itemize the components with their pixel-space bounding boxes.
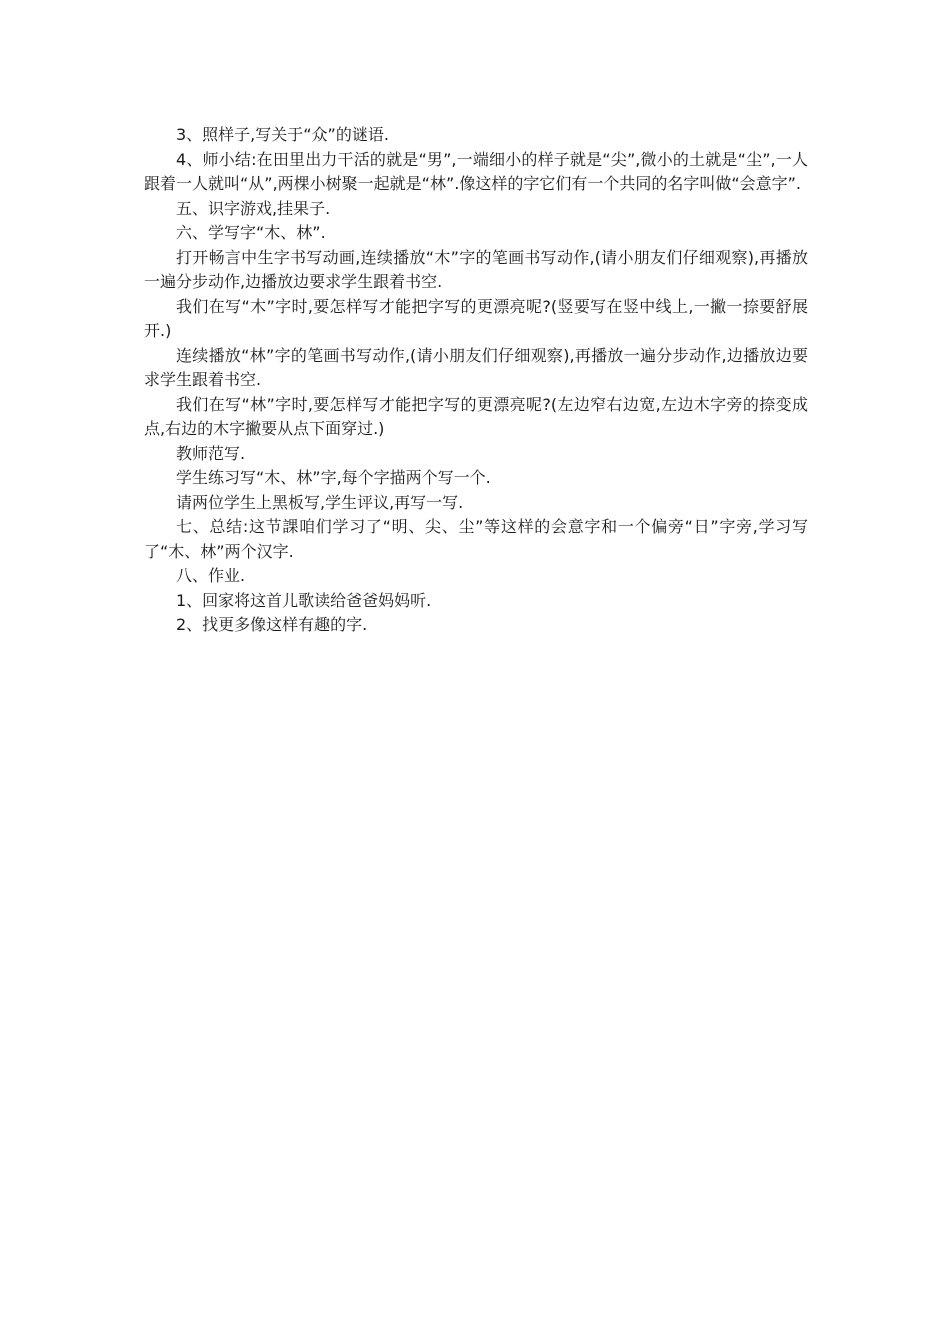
paragraph-homework-1: 1、回家将这首儿歌读给爸爸妈妈听. — [176, 590, 432, 610]
paragraph-student-practice: 学生练习写“木、林”字,每个字描两个写一个. — [176, 468, 491, 487]
paragraph-play-mu-animation: 打开畅言中生字书写动画,连续播放“木”字的笔画书写动作,(请小朋友们仔细观察),再播放一遍分步动作,边播放边要求学生跟着书空. — [144, 247, 808, 291]
paragraph-mu-writing-tips: 我们在写“木”字时,要怎样写才能把字写的更漂亮呢?(竖要写在竖中线上,一撇一捺要舒展开.) — [144, 296, 808, 340]
paragraph-teacher-demo: 教师范写. — [176, 443, 246, 463]
paragraph-section-six: 六、学写字“木、林”. — [176, 223, 326, 242]
paragraph-section-five: 五、识字游戏,挂果子. — [176, 198, 331, 218]
paragraph-lin-writing-tips: 我们在写“林”字时,要怎样写才能把字写的更漂亮呢?(左边窄右边宽,左边木字旁的捺变成点,右边的木字撇要从点下面穿过.) — [144, 394, 808, 438]
paragraph-riddle-task: 3、照样子,写关于“众”的谜语. — [176, 125, 389, 144]
paragraph-homework-2: 2、找更多像这样有趣的字. — [176, 615, 368, 634]
paragraph-section-seven: 七、总结:这节課咱们学习了“明、尖、尘”等这样的会意字和一个偏旁“日”字旁,学习写了“木、林”两个汉字. — [144, 517, 808, 561]
paragraph-play-lin-animation: 连续播放“林”字的笔画书写动作,(请小朋友们仔细观察),再播放一遍分步动作,边播放边要求学生跟着书空. — [144, 345, 808, 389]
document-body — [144, 123, 808, 638]
paragraph-blackboard: 请两位学生上黑板写,学生评议,再写一写. — [176, 492, 464, 512]
paragraph-section-eight: 八、作业. — [176, 566, 246, 585]
paragraph-teacher-summary: 4、师小结:在田里出力干活的就是“男”,一端细小的样子就是“尖”,微小的土就是“尘”,一人跟着一人就叫“从”,两棵小树聚一起就是“林”.像这样的字它们有一个共同的名字叫做“会意字”. — [144, 149, 808, 193]
